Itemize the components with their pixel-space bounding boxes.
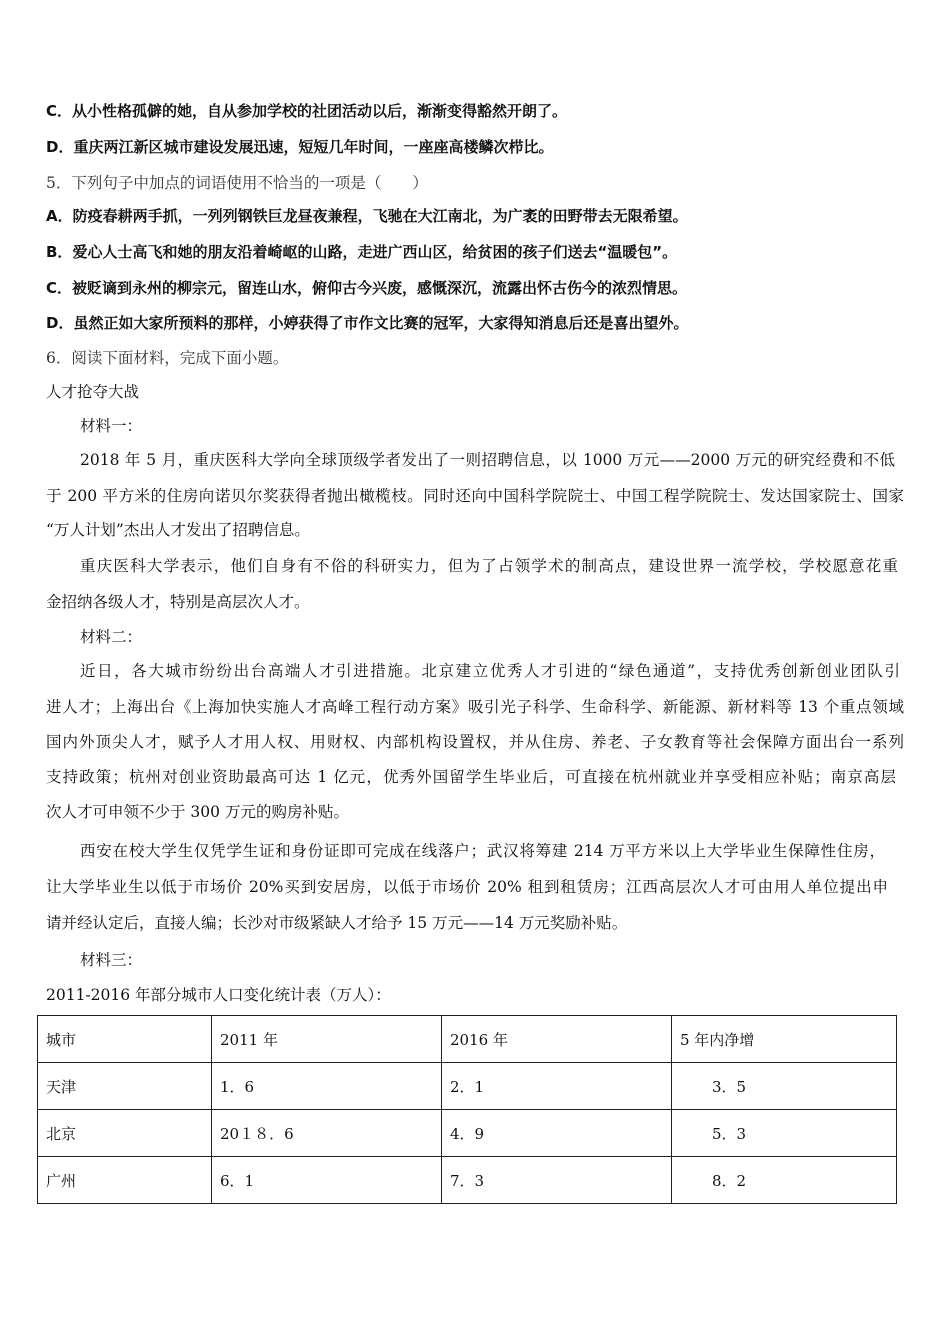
paragraph-line: 国内外顶尖人才，赋予人才用人权、用财权、内部机构设置权，并从住房、养老、子女教育等社会保障方面出台一系列 xyxy=(46,733,904,751)
q4-option-c xyxy=(46,101,567,121)
table-cell: 4．9 xyxy=(442,1110,672,1157)
table-cell: 3．5 xyxy=(672,1063,897,1110)
option-text: 从小性格孤僻的她，自从参加学校的社团活动以后，渐渐变得豁然开朗了。 xyxy=(72,102,568,120)
passage-title: 人才抢夺大战 xyxy=(46,383,140,401)
table-cell: 1．6 xyxy=(212,1063,442,1110)
table-cell: 广州 xyxy=(38,1157,212,1204)
table-row xyxy=(38,1110,897,1157)
header-cell: 5 年内净增 xyxy=(672,1016,897,1063)
option-label: C． xyxy=(46,279,73,297)
table-cell: 天津 xyxy=(38,1063,212,1110)
material-1-label: 材料一： xyxy=(80,417,143,435)
header-cell: 2011 年 xyxy=(212,1016,442,1063)
q5-stem: 5．下列句子中加点的词语使用不恰当的一项是（ ） xyxy=(46,174,428,192)
material-2-label: 材料二： xyxy=(80,628,143,646)
population-table xyxy=(37,1015,897,1204)
paragraph-line: “万人计划”杰出人才发出了招聘信息。 xyxy=(46,521,310,539)
option-label: A． xyxy=(46,207,73,225)
option-text: 虽然正如大家所预料的那样，小婷获得了市作文比赛的冠军，大家得知消息后还是喜出望外。 xyxy=(73,314,689,332)
q5-option-c xyxy=(46,278,687,298)
paragraph-line: 请并经认定后，直接人编；长沙对市级紧缺人才给予 15 万元——14 万元奖励补贴。 xyxy=(46,914,628,932)
table-cell: 7．3 xyxy=(442,1157,672,1204)
q5-option-d xyxy=(46,313,688,333)
option-text: 防疫春耕两手抓，一列列钢铁巨龙昼夜兼程，飞驰在大江南北，为广袤的田野带去无限希望。 xyxy=(72,207,688,225)
option-label: C． xyxy=(46,102,73,120)
option-label: D． xyxy=(46,138,74,156)
header-cell: 城市 xyxy=(38,1016,212,1063)
table-cell: 20１８．6 xyxy=(212,1110,442,1157)
table-cell: 6．1 xyxy=(212,1157,442,1204)
option-label: D． xyxy=(46,314,74,332)
q5-option-a xyxy=(46,206,688,226)
table-cell: 2．1 xyxy=(442,1063,672,1110)
option-text: 被贬谪到永州的柳宗元，留连山水，俯仰古今兴废，感慨深沉，流露出怀古伤今的浓烈情思。 xyxy=(72,279,688,297)
paragraph-line: 次人才可申领不少于 300 万元的购房补贴。 xyxy=(46,803,349,821)
table-caption: 2011-2016 年部分城市人口变化统计表（万人）： xyxy=(46,986,391,1004)
paragraph-line: 重庆医科大学表示，他们自身有不俗的科研实力，但为了占领学术的制高点，建设世界一流学校，学校愿意花重 xyxy=(80,557,898,575)
paragraph-line: 进人才；上海出台《上海加快实施人才高峰工程行动方案》吸引光子科学、生命科学、新能源、新材料等 13 个重点领域 xyxy=(46,698,904,716)
option-text: 爱心人士高飞和她的朋友沿着崎岖的山路，走进广西山区，给贫困的孩子们送去“温暖包”。 xyxy=(72,243,678,261)
material-3-label: 材料三： xyxy=(80,951,143,969)
q5-option-b xyxy=(46,242,677,262)
table-cell: 5．3 xyxy=(672,1110,897,1157)
table-row xyxy=(38,1063,897,1110)
option-text: 重庆两江新区城市建设发展迅速，短短几年时间，一座座高楼鳞次栉比。 xyxy=(73,138,554,156)
paragraph-line: 金招纳各级人才，特别是高层次人才。 xyxy=(46,593,310,611)
header-cell: 2016 年 xyxy=(442,1016,672,1063)
option-label: B． xyxy=(46,243,73,261)
q6-stem: 6．阅读下面材料，完成下面小题。 xyxy=(46,349,289,367)
paragraph-line: 让大学毕业生以低于市场价 20%买到安居房，以低于市场价 20% 租到租赁房；江西高层次人才可由用人单位提出申 xyxy=(46,878,888,896)
paragraph-line: 西安在校大学生仅凭学生证和身份证即可完成在线落户；武汉将筹建 214 万平方米以上大学毕业生保障性住房， xyxy=(80,842,885,860)
paragraph-line: 近日，各大城市纷纷出台高端人才引进措施。北京建立优秀人才引进的“绿色通道”，支持优秀创新创业团队引 xyxy=(80,662,900,680)
table-header-row xyxy=(38,1016,897,1063)
paragraph-line: 2018 年 5 月，重庆医科大学向全球顶级学者发出了一则招聘信息，以 1000 万元——2000 万元的研究经费和不低 xyxy=(80,451,895,469)
paragraph-line: 于 200 平方米的住房向诺贝尔奖获得者抛出橄榄枝。同时还向中国科学院院士、中国工程学院院士、发达国家院士、国家 xyxy=(46,487,904,505)
table-cell: 北京 xyxy=(38,1110,212,1157)
table-cell: 8．2 xyxy=(672,1157,897,1204)
table-row xyxy=(38,1157,897,1204)
q4-option-d xyxy=(46,137,553,157)
paragraph-line: 支持政策；杭州对创业资助最高可达 1 亿元，优秀外国留学生毕业后，可直接在杭州就业并享受相应补贴；南京高层 xyxy=(46,768,896,786)
